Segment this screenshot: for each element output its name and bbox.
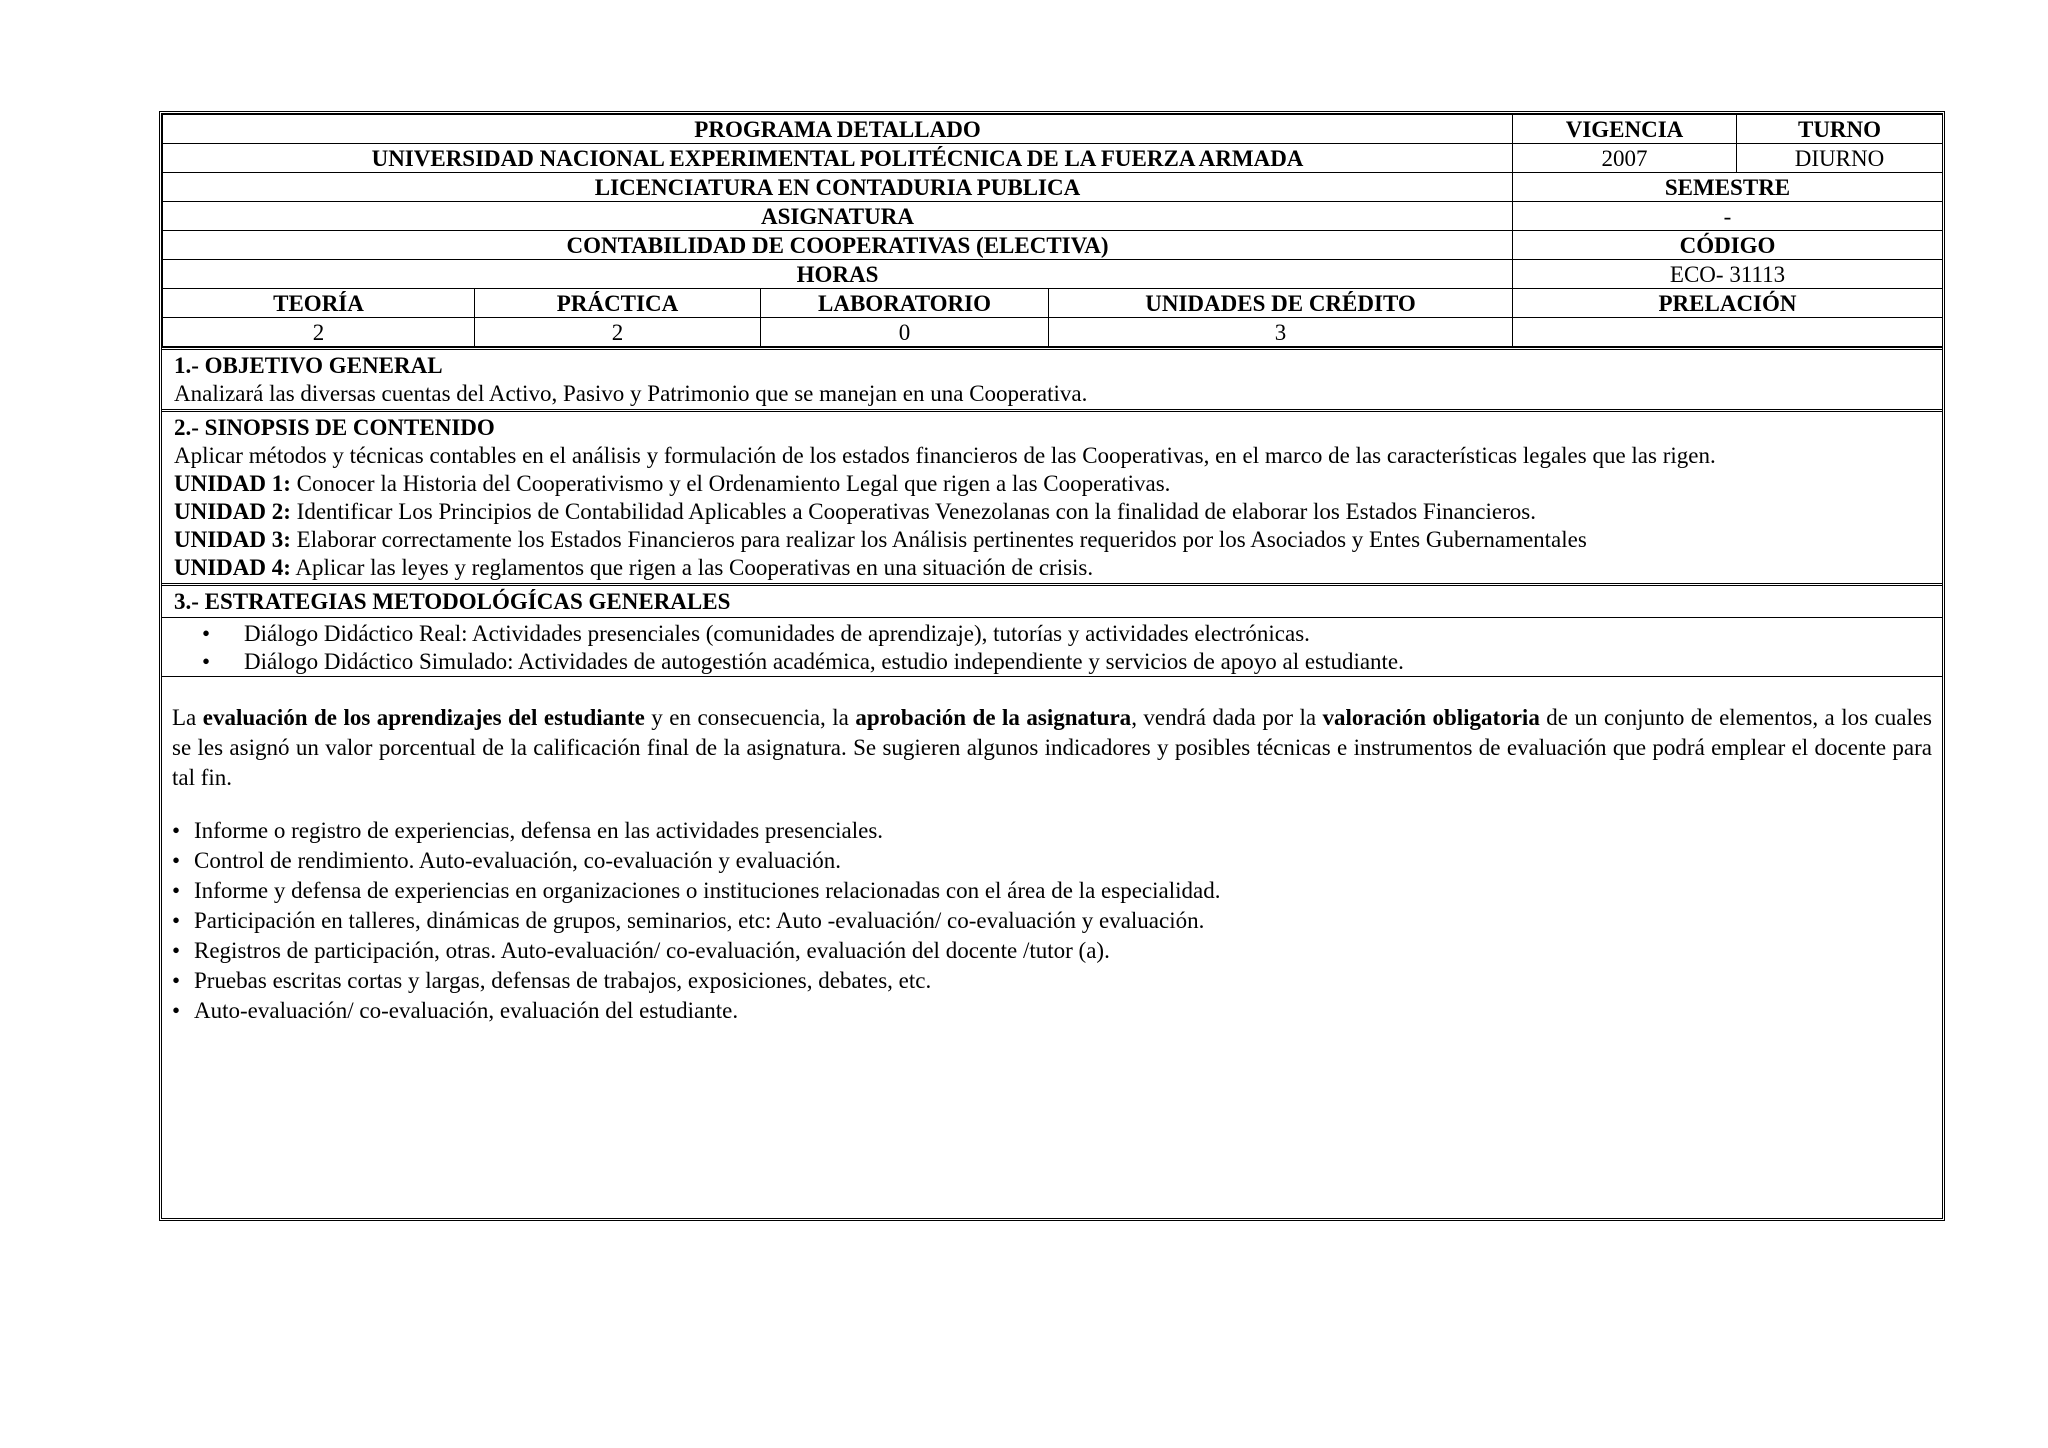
codigo-value: ECO- 31113 <box>1513 260 1943 289</box>
bold-run: aprobación de la asignatura <box>855 705 1132 730</box>
unidad-3 <box>174 526 1930 554</box>
list-item: • Participación en talleres, dinámicas de grupos, seminarios, etc: Auto -evaluación/ co-evaluación y evaluación. <box>172 906 1932 936</box>
unidad-2 <box>174 498 1930 526</box>
licenciatura-name: LICENCIATURA EN CONTADURIA PUBLICA <box>163 173 1513 202</box>
sinopsis-title: 2.- SINOPSIS DE CONTENIDO <box>174 415 495 440</box>
teoria-value: 2 <box>163 318 475 347</box>
estrategias-list <box>162 618 1942 676</box>
unidad-label: UNIDAD 1: <box>174 471 291 496</box>
objetivo-text: Analizará las diversas cuentas del Activo, Pasivo y Patrimonio que se manejan en una Cooperativa. <box>174 381 1088 406</box>
sinopsis-intro: Aplicar métodos y técnicas contables en el análisis y formulación de los estados financieros de las Cooperativas, en el marco de las características legales que las rigen. <box>174 443 1716 468</box>
unidad-4 <box>174 554 1930 582</box>
bold-run: evaluación de los aprendizajes del estudiante <box>202 705 645 730</box>
asignatura-label: ASIGNATURA <box>163 202 1513 231</box>
text-run: , vendrá dada por la <box>1131 705 1323 730</box>
laboratorio-value: 0 <box>761 318 1049 347</box>
list-item: • Diálogo Didáctico Real: Actividades presenciales (comunidades de aprendizaje), tutorías y actividades electrónicas. <box>174 620 1930 648</box>
evaluacion-list <box>172 816 1932 1026</box>
evaluacion-section <box>162 676 1942 1026</box>
objetivo-title: 1.- OBJETIVO GENERAL <box>174 353 443 378</box>
programa-title: PROGRAMA DETALLADO <box>163 115 1513 144</box>
list-item: • Control de rendimiento. Auto-evaluación, co-evaluación y evaluación. <box>172 846 1932 876</box>
semestre-value: - <box>1513 202 1943 231</box>
vigencia-label: VIGENCIA <box>1513 115 1737 144</box>
turno-value: DIURNO <box>1737 144 1943 173</box>
list-item: • Diálogo Didáctico Simulado: Actividades de autogestión académica, estudio independiente y servicios de apoyo al estudiante. <box>174 648 1930 676</box>
text-run: de un conjunto de elementos, a los cuales se les asignó un valor porcentual de la calificación final de la asignatura. Se sugieren algunos indicadores y posibles técnicas e instrumentos de evaluación que podrá emplear el docente para tal fin. <box>172 705 1932 790</box>
estrategias-section <box>162 583 1942 676</box>
unidad-text: Identificar Los Principios de Contabilidad Aplicables a Cooperativas Venezolanas con la finalidad de elaborar los Estados Financieros. <box>290 499 1536 524</box>
prelacion-label: PRELACIÓN <box>1513 289 1943 318</box>
universidad-name: UNIVERSIDAD NACIONAL EXPERIMENTAL POLITÉCNICA DE LA FUERZA ARMADA <box>163 144 1513 173</box>
creditos-label: UNIDADES DE CRÉDITO <box>1049 289 1513 318</box>
prelacion-value <box>1513 318 1943 347</box>
unidad-text: Elaborar correctamente los Estados Financieros para realizar los Análisis pertinentes requeridos por los Asociados y Entes Gubernamentales <box>290 527 1587 552</box>
list-item: • Informe y defensa de experiencias en organizaciones o instituciones relacionadas con el área de la especialidad. <box>172 876 1932 906</box>
list-item: • Registros de participación, otras. Auto-evaluación/ co-evaluación, evaluación del docente /tutor (a). <box>172 936 1932 966</box>
list-item: • Informe o registro de experiencias, defensa en las actividades presenciales. <box>172 816 1932 846</box>
program-document <box>159 111 1945 1221</box>
unidad-label: UNIDAD 3: <box>174 527 291 552</box>
sinopsis-section <box>162 409 1942 583</box>
list-item: • Pruebas escritas cortas y largas, defensas de trabajos, exposiciones, debates, etc. <box>172 966 1932 996</box>
practica-label: PRÁCTICA <box>475 289 761 318</box>
practica-value: 2 <box>475 318 761 347</box>
header-table <box>162 114 1943 347</box>
unidad-label: UNIDAD 2: <box>174 499 291 524</box>
turno-label: TURNO <box>1737 115 1943 144</box>
estrategias-title: 3.- ESTRATEGIAS METODOLÓGÍCAS GENERALES <box>162 586 1942 618</box>
text-run: y en consecuencia, la <box>644 705 856 730</box>
unidad-1 <box>174 470 1930 498</box>
text-run: La <box>172 705 203 730</box>
unidad-text: Aplicar las leyes y reglamentos que rigen a las Cooperativas en una situación de crisis. <box>290 555 1094 580</box>
unidad-text: Conocer la Historia del Cooperativismo y el Ordenamiento Legal que rigen a las Cooperativas. <box>290 471 1171 496</box>
laboratorio-label: LABORATORIO <box>761 289 1049 318</box>
codigo-label: CÓDIGO <box>1513 231 1943 260</box>
bold-run: valoración obligatoria <box>1322 705 1540 730</box>
semestre-label: SEMESTRE <box>1513 173 1943 202</box>
teoria-label: TEORÍA <box>163 289 475 318</box>
list-item: • Auto-evaluación/ co-evaluación, evaluación del estudiante. <box>172 996 1932 1026</box>
vigencia-value: 2007 <box>1513 144 1737 173</box>
objetivo-section <box>162 347 1942 409</box>
evaluacion-intro <box>172 703 1932 793</box>
creditos-value: 3 <box>1049 318 1513 347</box>
unidad-label: UNIDAD 4: <box>174 555 291 580</box>
horas-label: HORAS <box>163 260 1513 289</box>
asignatura-value: CONTABILIDAD DE COOPERATIVAS (ELECTIVA) <box>163 231 1513 260</box>
